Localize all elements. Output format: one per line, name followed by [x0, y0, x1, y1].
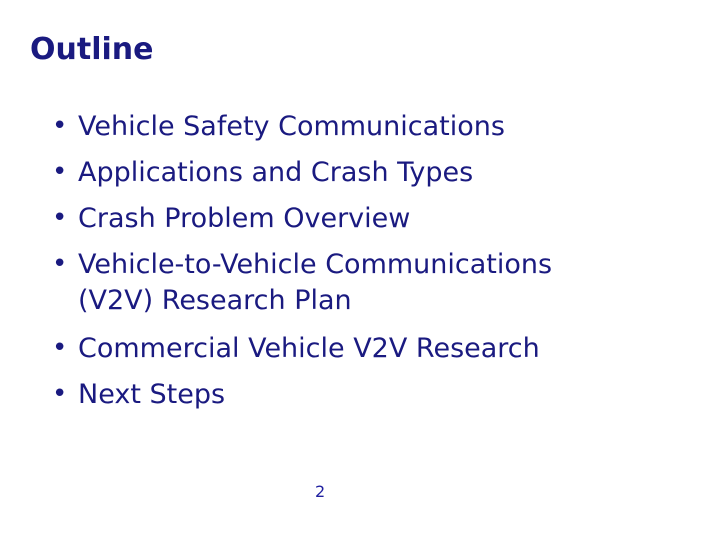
- bullet-icon: •: [52, 249, 68, 279]
- bullet-text: Crash Problem Overview: [78, 203, 411, 234]
- page-number: 2: [315, 482, 326, 501]
- bullet-text: Commercial Vehicle V2V Research: [78, 333, 540, 364]
- slide-title: Outline: [30, 32, 154, 67]
- bullet-icon: •: [52, 157, 68, 187]
- bullet-icon: •: [52, 333, 68, 363]
- bullet-text: Next Steps: [78, 379, 226, 410]
- bullet-text-continuation: (V2V) Research Plan: [78, 285, 352, 316]
- bullet-icon: •: [52, 111, 68, 141]
- bullet-text: Vehicle-to-Vehicle Communications: [78, 249, 553, 280]
- bullet-text: Applications and Crash Types: [78, 157, 474, 188]
- bullet-icon: •: [52, 203, 68, 233]
- bullet-text: Vehicle Safety Communications: [78, 111, 505, 142]
- bullet-icon: •: [52, 379, 68, 409]
